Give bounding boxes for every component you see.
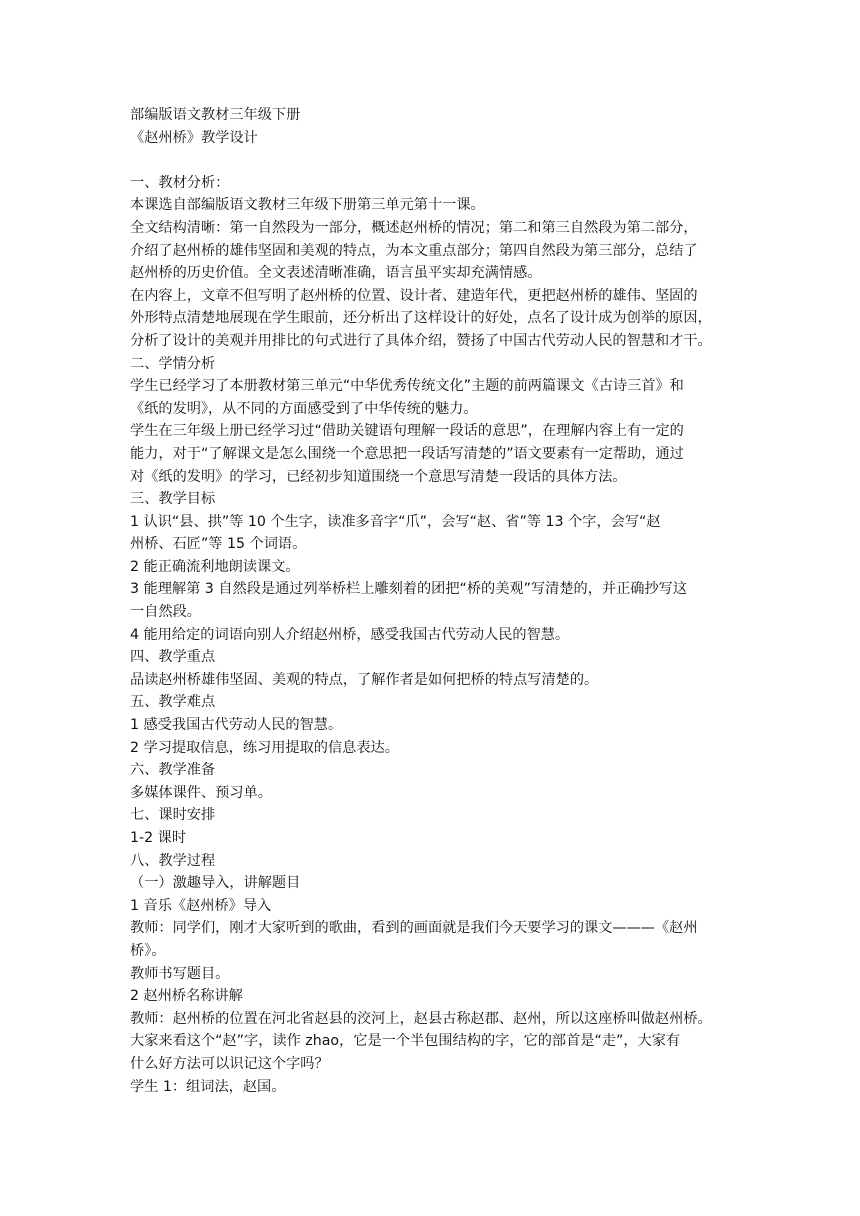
text-line: 2 能正确流利地朗读课文。 (130, 558, 300, 575)
text-line: 1 认识“县、拱”等 10 个生字，读准多音字“爪”，会写“赵、省”等 13 个字，会写“赵 (130, 513, 661, 530)
text-line: 1 音乐《赵州桥》导入 (130, 897, 272, 914)
text-line: 3 能理解第 3 自然段是通过列举桥栏上雕刻着的团把“桥的美观”写清楚的，并正确抄写这 (130, 581, 688, 598)
text-line: 全文结构清晰：第一自然段为一部分，概述赵州桥的情况；第二和第三自然段为第二部分， (130, 219, 698, 236)
text-line: 分析了设计的美观并用排比的句式进行了具体介绍，赞扬了中国古代劳动人民的智慧和才干。 (130, 332, 712, 349)
text-line: 在内容上，文章不但写明了赵州桥的位置、设计者、建造年代，更把赵州桥的雄伟、坚固的 (130, 287, 698, 304)
text-line: 赵州桥的历史价值。全文表述清晰准确，语言虽平实却充满情感。 (130, 265, 542, 282)
blank-line (130, 149, 742, 172)
text-line: 对《纸的发明》的学习，已经初步知道围绕一个意思写清楚一段话的具体方法。 (130, 468, 627, 485)
text-line: 教师：赵州桥的位置在河北省赵县的洨河上，赵县古称赵郡、赵州，所以这座桥叫做赵州桥。 (130, 1010, 712, 1027)
section-heading: 四、教学重点 (130, 649, 216, 666)
section-heading: 一、教材分析： (130, 174, 230, 191)
text-line: 学生在三年级上册已经学习过“借助关键语句理解一段话的意思”，在理解内容上有一定的 (130, 423, 684, 440)
section-heading: 三、教学目标 (130, 491, 216, 508)
text-line: 本课选自部编版语文教材三年级下册第三单元第十一课。 (130, 197, 485, 214)
text-line: 1-2 课时 (130, 830, 187, 846)
text-line: 桥》。 (130, 942, 166, 959)
section-heading: 六、教学准备 (130, 762, 216, 779)
text-line: 4 能用给定的词语向别人介绍赵州桥，感受我国古代劳动人民的智慧。 (130, 626, 570, 643)
text-line: 介绍了赵州桥的雄伟坚固和美观的特点，为本文重点部分；第四自然段为第三部分，总结了 (130, 242, 698, 259)
text-line: 《纸的发明》，从不同的方面感受到了中华传统的魅力。 (130, 400, 478, 417)
text-line: 州桥、石匠”等 15 个词语。 (130, 536, 307, 553)
section-heading: 二、学情分析 (130, 355, 216, 372)
text-line: 2 赵州桥名称讲解 (130, 988, 243, 1005)
subsection-heading: （一）激趣导入，讲解题目 (130, 875, 301, 892)
section-heading: 五、教学难点 (130, 694, 216, 711)
text-line: 一自然段。 (130, 604, 201, 621)
document-page (130, 104, 742, 1098)
text-line: 多媒体课件、预习单。 (130, 784, 272, 801)
text-line: 教师书写题目。 (130, 965, 230, 982)
text-line: 学生 1：组词法，赵国。 (130, 1078, 286, 1095)
text-line: 外形特点清楚地展现在学生眼前，还分析出了这样设计的好处，点名了设计成为创举的原因， (130, 310, 712, 327)
document-title: 《赵州桥》教学设计 (130, 129, 258, 146)
text-line: 2 学习提取信息，练习用提取的信息表达。 (130, 739, 399, 756)
text-line: 1 感受我国古代劳动人民的智慧。 (130, 717, 343, 734)
section-heading: 八、教学过程 (130, 852, 216, 869)
text-line: 大家来看这个“赵”字，读作 zhao，它是一个半包围结构的字，它的部首是“走”，大家有 (130, 1033, 681, 1050)
text-line: 教师：同学们，刚才大家听到的歌曲，看到的画面就是我们今天要学习的课文———《赵州 (130, 920, 698, 937)
book-subtitle: 部编版语文教材三年级下册 (130, 107, 301, 123)
text-line: 品读赵州桥雄伟坚固、美观的特点，了解作者是如何把桥的特点写清楚的。 (130, 671, 599, 688)
text-line: 能力，对于“了解课文是怎么围绕一个意思把一段话写清楚的”语文要素有一定帮助，通过 (130, 445, 684, 462)
text-line: 什么好方法可以识记这个字吗？ (130, 1055, 329, 1072)
text-line: 学生已经学习了本册教材第三单元“中华优秀传统文化”主题的前两篇课文《古诗三首》和 (130, 378, 684, 395)
section-heading: 七、课时安排 (130, 807, 216, 824)
